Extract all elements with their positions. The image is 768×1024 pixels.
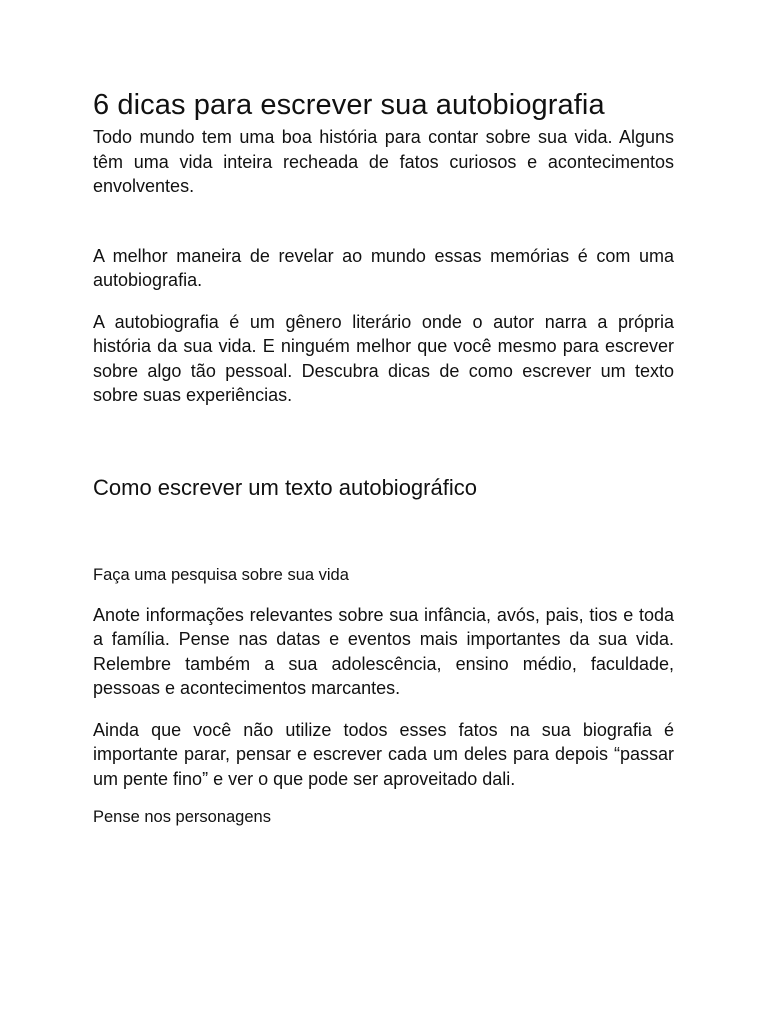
intro-paragraph-3: A autobiografia é um gênero literário onde o autor narra a própria história da sua vida. E ninguém melhor que você mesmo para escrever sobre algo tão pessoal. Descubra dicas de como escrever um texto sobre suas experiências.	[93, 311, 674, 405]
intro-paragraph-2: A melhor maneira de revelar ao mundo essas memórias é com uma autobiografia.	[93, 245, 674, 290]
section1-paragraph-1: Anote informações relevantes sobre sua infância, avós, pais, tios e toda a família. Pense nas datas e eventos mais importantes da sua vida. Relembre também a sua adolescência, ensino médio, faculdade, pessoas e acontecimentos marcantes.	[93, 604, 674, 698]
section1-paragraph-2: Ainda que você não utilize todos esses fatos na sua biografia é importante parar, pensar e escrever cada um deles para depois “passar um pente fino” e ver o que pode ser aproveitado dali.	[93, 719, 674, 789]
document-page	[93, 86, 674, 828]
subheading-characters: Pense nos personagens	[93, 808, 271, 826]
document-title: 6 dicas para escrever sua autobiografia	[93, 89, 605, 121]
intro-paragraph-1: Todo mundo tem uma boa história para contar sobre sua vida. Alguns têm uma vida inteira recheada de fatos curiosos e acontecimentos envolventes.	[93, 127, 674, 196]
subheading-research: Faça uma pesquisa sobre sua vida	[93, 565, 349, 584]
section-heading: Como escrever um texto autobiográfico	[93, 474, 477, 500]
